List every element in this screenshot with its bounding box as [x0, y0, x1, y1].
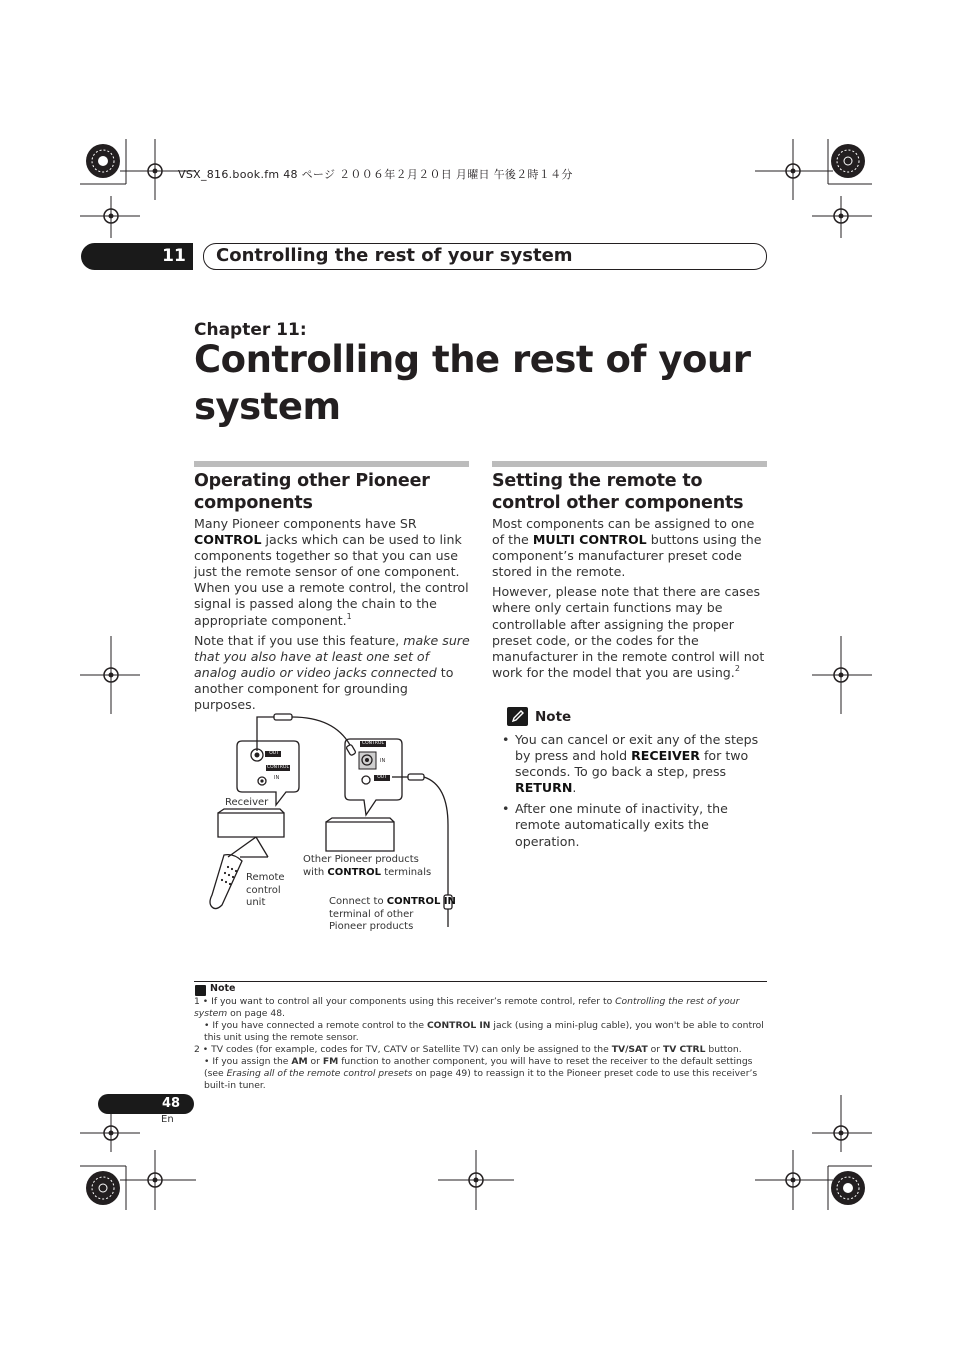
- chapter-number: 11: [162, 246, 186, 266]
- section-body-setting: Most components can be assigned to one of the MULTI CONTROL buttons using the component’s manufacturer preset code stored in the remote. However, please note that there are cases where only certain functions may be controllable after assigning the proper preset code, or the codes for the manufacturer in the remote control will not work for the model that you are using.$^2$: [492, 516, 765, 680]
- running-title: Controlling the rest of your system: [216, 245, 573, 266]
- chapter-title: Controlling the rest of your system: [194, 338, 751, 428]
- section-rule-left: [194, 461, 469, 467]
- footnote-title: Note: [210, 983, 236, 994]
- note-item: • After one minute of inactivity, the remote automatically exits the operation.: [502, 801, 728, 849]
- receiver-label: Receiver: [225, 797, 269, 808]
- connection-diagram: [194, 705, 474, 950]
- section-body-operating: Many Pioneer components have SR CONTROL jacks which can be used to link components together so that you can use just the remote sensor of one component. When you use a remote control, the control signal is passed along the chain to the appropriate component.$^1$ Note that if you use this feature, make sure that you also have at least one set of analog audio or video jacks connected to another component for grounding purposes.: [194, 516, 470, 713]
- footnotes: 1 • If you want to control all your components using this receiver’s remote control, refer to Controlling the rest of your system on page 48. • If you have connected a remote control to the CONTROL IN jack (using a mini-plug cable), you won't be able to control this unit using the remote sensor. 2 • TV codes (for example, codes for TV, CATV or Satellite TV) can only be assigned to the TV/SAT or TV CTRL button. • If you assign the AM or FM function to another component, you will have to reset the receiver to the default settings (see Erasing all of the remote control presets on page 49) to reassign it to the Pioneer preset code to use this receiver’s built-in tuner.: [194, 996, 764, 1091]
- print-header: VSX_816.book.fm 48 ページ ２００６年２月２０日 月曜日 午後２時１４分: [178, 168, 573, 181]
- other-products-label: Other Pioneer products with CONTROL terminals: [303, 854, 432, 878]
- section-title-operating: Operating other Pioneer components: [194, 471, 430, 513]
- other-out-label: OUT: [377, 775, 387, 780]
- note-list: [502, 732, 768, 855]
- connect-label: Connect to CONTROL IN terminal of other Pioneer products: [329, 896, 456, 932]
- other-control-label: CONTROL: [362, 741, 384, 746]
- footnote-rule: [194, 981, 767, 982]
- receiver-in-label: IN: [274, 775, 280, 781]
- note-title: Note: [535, 709, 572, 725]
- note-item: • You can cancel or exit any of the steps by press and hold RECEIVER for two seconds. To go back a step, press RETURN.: [502, 732, 759, 796]
- section-title-setting: Setting the remote to control other components: [492, 471, 744, 513]
- section-rule-right: [492, 461, 767, 467]
- chapter-label: Chapter 11:: [194, 320, 307, 340]
- remote-label: Remote control unit: [246, 872, 285, 908]
- other-in-label: IN: [380, 758, 386, 764]
- page-language: En: [161, 1114, 174, 1125]
- page-number: 48: [161, 1096, 181, 1111]
- footnote-note-icon: [195, 985, 206, 996]
- note-pencil-icon: [507, 707, 528, 726]
- receiver-out-label: OUT: [269, 751, 279, 756]
- receiver-control-label: CONTROL: [267, 765, 289, 770]
